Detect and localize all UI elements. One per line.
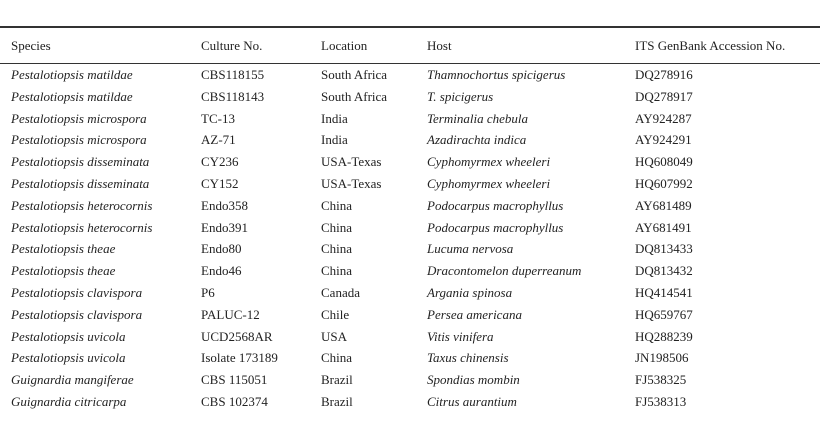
host-cell: T. spicigerus bbox=[427, 88, 494, 104]
accession-cell: JN198506 bbox=[635, 350, 689, 366]
table-row bbox=[0, 64, 820, 86]
location-cell: China bbox=[321, 350, 353, 366]
culture-no-cell: Endo391 bbox=[201, 219, 248, 235]
location-cell: India bbox=[321, 132, 348, 148]
host-cell: Vitis vinifera bbox=[427, 328, 494, 344]
table-row bbox=[0, 260, 820, 282]
table-row bbox=[0, 282, 820, 304]
table-body bbox=[0, 64, 820, 413]
accession-cell: AY924291 bbox=[635, 132, 692, 148]
accession-cell: HQ288239 bbox=[635, 328, 693, 344]
table-row bbox=[0, 238, 820, 260]
table-row bbox=[0, 108, 820, 130]
culture-no-cell: CBS 115051 bbox=[201, 372, 268, 388]
species-cell: Pestalotiopsis uvicola bbox=[11, 328, 126, 344]
species-cell: Pestalotiopsis microspora bbox=[11, 110, 147, 126]
species-cell: Guignardia mangiferae bbox=[11, 372, 134, 388]
host-cell: Thamnochortus spicigerus bbox=[427, 67, 566, 82]
species-cell: Pestalotiopsis theae bbox=[11, 263, 116, 279]
header-row bbox=[0, 34, 820, 58]
host-cell: Terminalia chebula bbox=[427, 110, 528, 126]
accession-cell: HQ607992 bbox=[635, 175, 693, 191]
species-cell: Pestalotiopsis disseminata bbox=[11, 175, 150, 191]
table-row bbox=[0, 304, 820, 326]
host-cell: Dracontomelon duperreanum bbox=[427, 263, 582, 279]
host-cell: Cyphomyrmex wheeleri bbox=[427, 154, 551, 170]
culture-no-cell: Isolate 173189 bbox=[201, 350, 278, 366]
header-culture-no: Culture No. bbox=[201, 38, 263, 53]
accession-cell: DQ813432 bbox=[635, 263, 693, 279]
header-accession-no: ITS GenBank Accession No. bbox=[635, 38, 786, 53]
location-cell: China bbox=[321, 241, 353, 257]
location-cell: China bbox=[321, 197, 353, 213]
culture-no-cell: Endo46 bbox=[201, 263, 242, 279]
species-cell: Pestalotiopsis clavispora bbox=[11, 284, 143, 300]
accession-cell: AY681491 bbox=[635, 219, 692, 235]
location-cell: USA bbox=[321, 328, 348, 344]
culture-no-cell: TC-13 bbox=[201, 110, 235, 126]
host-cell: Citrus aurantium bbox=[427, 393, 517, 409]
table-row bbox=[0, 347, 820, 369]
accession-cell: AY924287 bbox=[635, 110, 692, 126]
host-cell: Taxus chinensis bbox=[427, 350, 509, 366]
species-cell: Pestalotiopsis disseminata bbox=[11, 154, 150, 170]
accession-cell: HQ608049 bbox=[635, 154, 693, 170]
location-cell: South Africa bbox=[321, 88, 388, 104]
table-row bbox=[0, 86, 820, 108]
culture-no-cell: Endo80 bbox=[201, 241, 242, 257]
table-row bbox=[0, 129, 820, 151]
culture-no-cell: CBS 102374 bbox=[201, 393, 268, 409]
table-row bbox=[0, 151, 820, 173]
accession-cell: FJ538325 bbox=[635, 372, 687, 388]
location-cell: China bbox=[321, 219, 353, 235]
accession-cell: DQ278917 bbox=[635, 88, 693, 104]
species-cell: Guignardia citricarpa bbox=[11, 393, 127, 409]
header-host: Host bbox=[427, 38, 452, 53]
accession-cell: AY681489 bbox=[635, 197, 692, 213]
location-cell: India bbox=[321, 110, 348, 126]
species-cell: Pestalotiopsis uvicola bbox=[11, 350, 126, 366]
host-cell: Lucuma nervosa bbox=[427, 241, 514, 257]
location-cell: USA-Texas bbox=[321, 175, 382, 191]
accession-cell: DQ813433 bbox=[635, 241, 693, 257]
host-cell: Azadirachta indica bbox=[427, 132, 527, 148]
accession-cell: HQ659767 bbox=[635, 306, 693, 322]
accession-cell: HQ414541 bbox=[635, 284, 693, 300]
culture-no-cell: CY152 bbox=[201, 175, 239, 191]
host-cell: Cyphomyrmex wheeleri bbox=[427, 175, 551, 191]
culture-no-cell: CY236 bbox=[201, 154, 239, 170]
species-cell: Pestalotiopsis theae bbox=[11, 241, 116, 257]
header-location: Location bbox=[321, 38, 368, 53]
species-cell: Pestalotiopsis matildae bbox=[11, 88, 133, 104]
host-cell: Podocarpus macrophyllus bbox=[427, 197, 564, 213]
host-cell: Persea americana bbox=[427, 306, 522, 322]
table-row bbox=[0, 173, 820, 195]
table-row bbox=[0, 326, 820, 348]
species-cell: Pestalotiopsis heterocornis bbox=[11, 219, 153, 235]
culture-no-cell: CBS118155 bbox=[201, 67, 265, 82]
culture-no-cell: Endo358 bbox=[201, 197, 248, 213]
location-cell: Canada bbox=[321, 284, 360, 300]
species-cell: Pestalotiopsis heterocornis bbox=[11, 197, 153, 213]
culture-no-cell: P6 bbox=[201, 284, 215, 300]
table-row bbox=[0, 369, 820, 391]
table-row bbox=[0, 391, 820, 413]
culture-no-cell: CBS118143 bbox=[201, 88, 265, 104]
location-cell: USA-Texas bbox=[321, 154, 382, 170]
host-cell: Argania spinosa bbox=[427, 284, 513, 300]
host-cell: Spondias mombin bbox=[427, 372, 520, 388]
location-cell: China bbox=[321, 263, 353, 279]
accession-cell: FJ538313 bbox=[635, 393, 687, 409]
species-table bbox=[0, 34, 820, 413]
species-cell: Pestalotiopsis clavispora bbox=[11, 306, 143, 322]
accession-cell: DQ278916 bbox=[635, 67, 693, 82]
culture-no-cell: PALUC-12 bbox=[201, 306, 260, 322]
culture-no-cell: AZ-71 bbox=[201, 132, 236, 148]
header-species: Species bbox=[11, 38, 51, 53]
table-row bbox=[0, 195, 820, 217]
host-cell: Podocarpus macrophyllus bbox=[427, 219, 564, 235]
location-cell: South Africa bbox=[321, 67, 388, 82]
table-row bbox=[0, 217, 820, 239]
species-cell: Pestalotiopsis microspora bbox=[11, 132, 147, 148]
location-cell: Brazil bbox=[321, 372, 353, 388]
species-cell: Pestalotiopsis matildae bbox=[11, 67, 133, 82]
location-cell: Brazil bbox=[321, 393, 353, 409]
top-rule bbox=[0, 26, 820, 28]
culture-no-cell: UCD2568AR bbox=[201, 328, 273, 344]
location-cell: Chile bbox=[321, 306, 350, 322]
